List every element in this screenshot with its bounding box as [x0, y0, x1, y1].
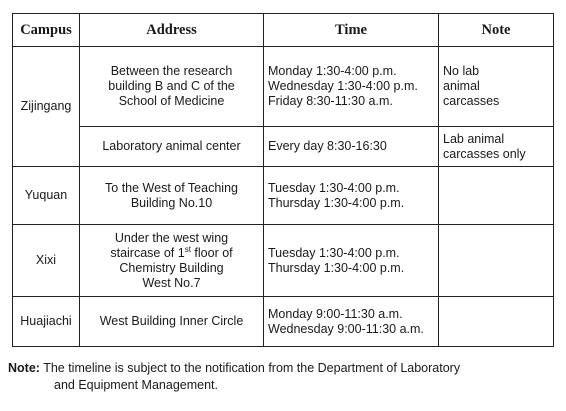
time-cell — [264, 167, 439, 225]
footnote-line: and Equipment Management. — [54, 378, 218, 392]
time-line: Thursday 1:30-4:00 p.m. — [268, 195, 405, 210]
address-cell — [80, 127, 264, 167]
time-cell — [264, 47, 439, 127]
campus-cell: Yuquan — [13, 167, 80, 225]
campus-cell: Zijingang — [13, 47, 80, 167]
header-address: Address — [80, 14, 264, 47]
address-cell — [80, 47, 264, 127]
table-row — [13, 297, 554, 347]
address-line: Between the research — [110, 64, 233, 78]
note-cell — [439, 297, 554, 347]
time-line: Friday 8:30-11:30 a.m. — [268, 94, 393, 108]
time-line: Wednesday 9:00-11:30 a.m. — [268, 321, 424, 336]
note-line: carcasses — [443, 94, 500, 108]
address-line: West No.7 — [142, 275, 201, 290]
note-line: No lab — [443, 64, 480, 78]
note-cell — [439, 47, 554, 127]
note-line: Lab animal — [443, 131, 505, 146]
time-line: Every day 8:30-16:30 — [268, 139, 387, 153]
address-cell — [80, 225, 264, 297]
table-row — [13, 47, 554, 127]
footnote-label: Note: — [8, 361, 40, 375]
address-cell — [80, 167, 264, 225]
ordinal-suffix: st — [184, 244, 191, 254]
address-line: Under the west wing — [114, 230, 229, 245]
table-row — [13, 167, 554, 225]
table-header-row — [13, 14, 554, 47]
header-campus: Campus — [13, 14, 80, 47]
lab-waste-schedule-table — [12, 13, 554, 347]
address-line: To the West of Teaching — [105, 180, 238, 195]
address-line: Chemistry Building — [119, 260, 224, 275]
table-row — [13, 225, 554, 297]
time-line: Monday 9:00-11:30 a.m. — [268, 306, 403, 321]
time-cell — [264, 297, 439, 347]
address-line: building B and C of the — [108, 79, 235, 93]
address-line: West Building Inner Circle — [99, 314, 244, 328]
header-time: Time — [264, 14, 439, 47]
footnote-text: The timeline is subject to the notification from the Department of Laboratory — [39, 361, 461, 375]
note-line: carcasses only — [443, 146, 526, 161]
time-cell — [264, 225, 439, 297]
time-line: Tuesday 1:30-4:00 p.m. — [268, 245, 400, 260]
address-line: staircase of 1st floor of — [110, 244, 233, 260]
campus-cell: Xixi — [13, 225, 80, 297]
address-line: School of Medicine — [118, 94, 225, 108]
time-line: Monday 1:30-4:00 p.m. — [268, 64, 397, 78]
footnote — [8, 360, 560, 394]
note-cell — [439, 225, 554, 297]
time-cell — [264, 127, 439, 167]
footnote-line — [8, 360, 560, 377]
time-line: Thursday 1:30-4:00 p.m. — [268, 260, 405, 275]
note-cell — [439, 127, 554, 167]
address-line: Laboratory animal center — [102, 139, 241, 153]
time-line: Wednesday 1:30-4:00 p.m. — [268, 79, 418, 93]
note-cell — [439, 167, 554, 225]
note-line: animal — [443, 79, 480, 93]
campus-cell: Huajiachi — [13, 297, 80, 347]
address-line: Building No.10 — [130, 195, 213, 210]
address-cell — [80, 297, 264, 347]
table-row — [13, 127, 554, 167]
header-note: Note — [439, 14, 554, 47]
time-line: Tuesday 1:30-4:00 p.m. — [268, 180, 400, 195]
